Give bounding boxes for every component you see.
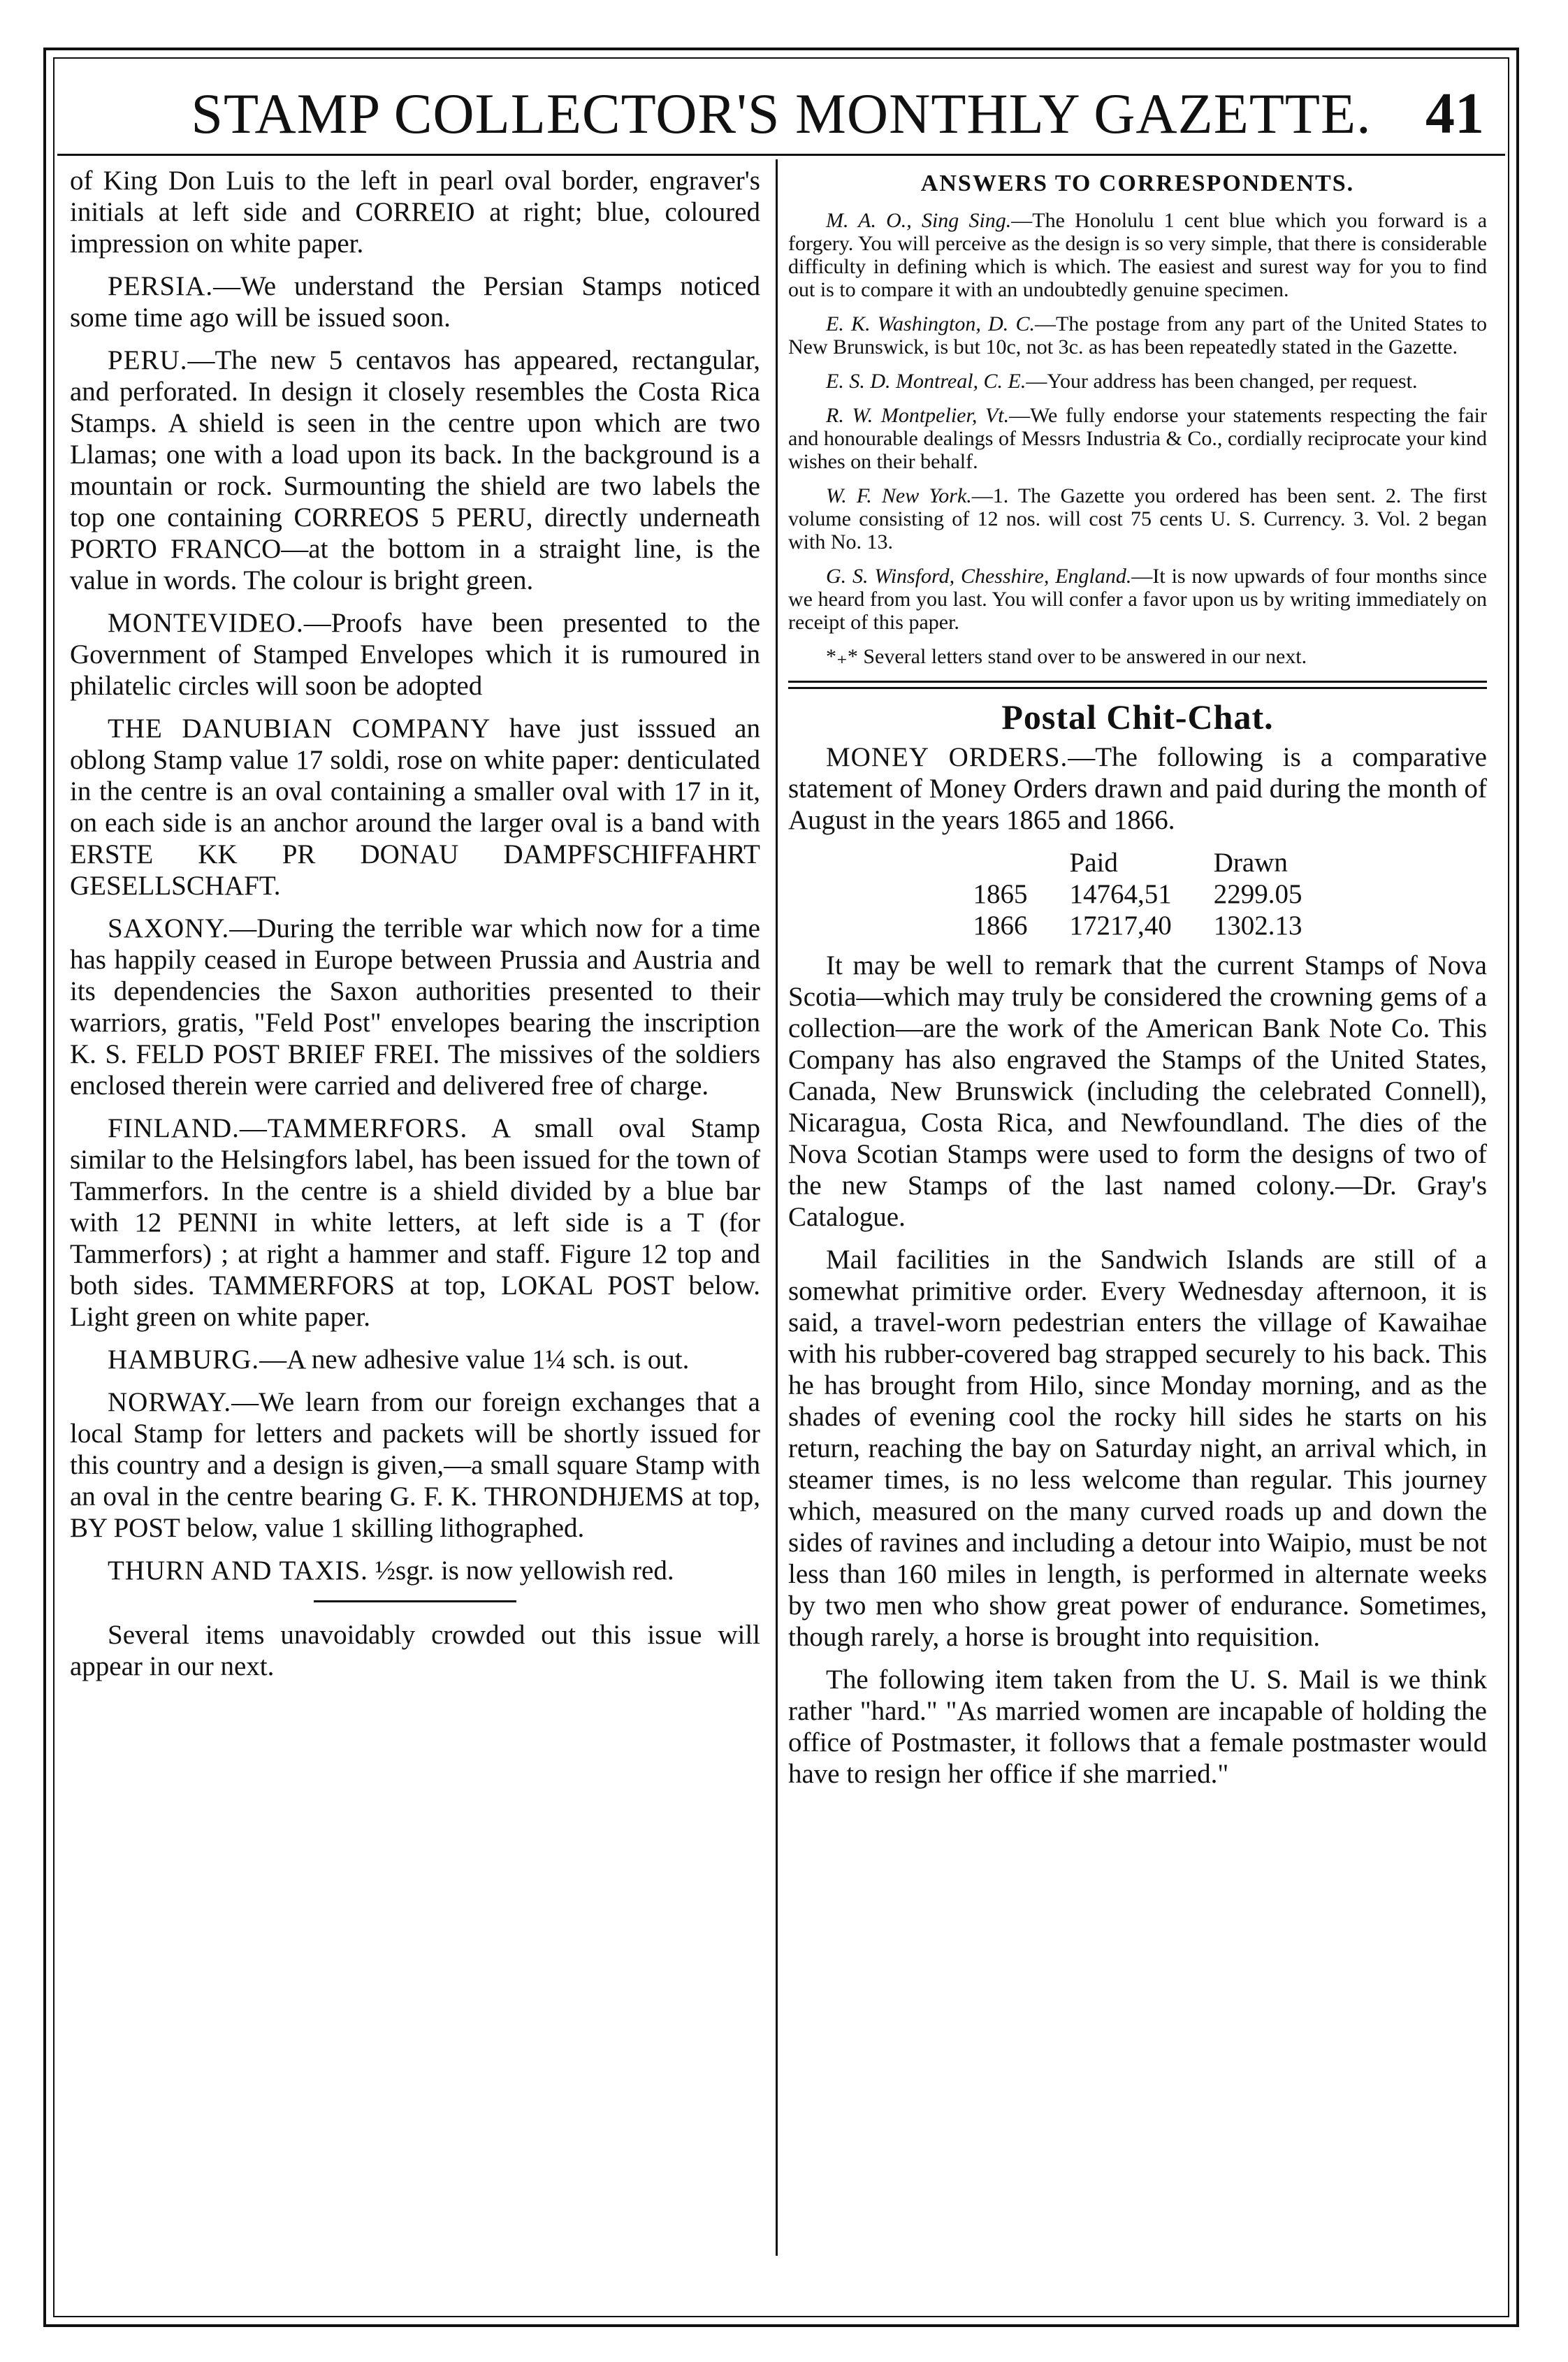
table-row bbox=[952, 910, 1323, 941]
left-column bbox=[70, 165, 760, 1693]
money-orders-table bbox=[952, 847, 1323, 941]
answer-note: *₊* Several letters stand over to be answered in our next. bbox=[826, 645, 1307, 668]
answer-item: M. A. O., Sing Sing.—The Honolulu 1 cent blue which you forward is a forgery. You will perceive as the design is so very simple, that there is considerable difficulty in defining which is which. The easiest and surest way for you to find out is to compare it with an undoubtedly genuine specimen. bbox=[788, 209, 1488, 301]
table-cell-year: 1866 bbox=[973, 911, 1028, 941]
right-column bbox=[788, 165, 1487, 1801]
table-cell-paid: 14764,51 bbox=[1069, 879, 1172, 909]
paragraph-persia: PERSIA.—We understand the Persian Stamps noticed some time ago will be issued soon. bbox=[70, 271, 760, 333]
header-rule bbox=[57, 154, 1505, 156]
paragraph-finland: FINLAND.—TAMMERFORS. A small oval Stamp similar to the Helsingfors label, has been issued for the town of Tammerfors. In the centre is a shield divided by a blue bar with 12 PENNI in white letters, at left side is a T (for Tammerfors) ; at right a hammer and staff. Figure 12 top and both sides. TAMMERFORS at top, LOKAL POST below. Light green on white paper. bbox=[70, 1113, 760, 1332]
paragraph-danubian: THE DANUBIAN COMPANY have just isssued an oblong Stamp value 17 soldi, rose on white paper: denticulated in the centre is an oval containing a smaller oval with 17 in it, on each side is an anchor around the larger oval is a band with ERSTE KK PR DONAU DAMPFSCHIFFAHRT GESELLSCHAFT. bbox=[70, 713, 760, 901]
paragraph-nova-scotia: It may be well to remark that the current Stamps of Nova Scotia—which may truly be considered the crowning gems of a collection—are the work of the American Bank Note Co. This Company has also engraved the Stamps of the United States, Canada, New Brunswick (including the celebrated Connell), Nicaragua, Costa Rica, and Newfoundland. The dies of the Nova Scotian Stamps were used to form the designs of two of the new Stamps of the last named colony.—Dr. Gray's Catalogue. bbox=[788, 950, 1487, 1232]
answer-item: E. S. D. Montreal, C. E.—Your address has been changed, per request. bbox=[826, 370, 1418, 393]
answer-item: E. K. Washington, D. C.—The postage from any part of the United States to New Brunswick, is but 10c, not 3c. as has been repeatedly stated in the Gazette. bbox=[788, 312, 1488, 358]
table-header-row bbox=[952, 847, 1323, 878]
paragraph-peru: PERU.—The new 5 centavos has appeared, rectangular, and perforated. In design it closely resembles the Costa Rica Stamps. A shield is seen in the centre upon which are two Llamas; one with a load upon its back. In the background is a mountain or rock. Surmounting the shield are two labels the top one containing CORREOS 5 PERU, directly underneath PORTO FRANCO—at the bottom in a straight line, is the value in words. The colour is bright green. bbox=[70, 345, 760, 595]
column-divider bbox=[776, 159, 778, 2256]
paragraph-saxony: SAXONY.—During the terrible war which now for a time has happily ceased in Europe between Prussia and Austria and its dependencies the Saxon authorities presented to their warriors, gratis, "Feld Post" envelopes bearing the inscription K. S. FELD POST BRIEF FREI. The missives of the soldiers enclosed therein were carried and delivered free of charge. bbox=[70, 913, 760, 1101]
page-number: 41 bbox=[1425, 81, 1484, 146]
table-row bbox=[952, 878, 1323, 910]
table-header-paid: Paid bbox=[1069, 848, 1118, 878]
paragraph-money-orders: MONEY ORDERS.—The following is a comparative statement of Money Orders drawn and paid during the month of August in the years 1865 and 1866. bbox=[788, 742, 1487, 835]
double-rule bbox=[788, 681, 1487, 689]
table-cell-drawn: 1302.13 bbox=[1213, 911, 1302, 941]
table-cell-paid: 17217,40 bbox=[1069, 911, 1172, 941]
chitchat-heading: Postal Chit-Chat. bbox=[1001, 697, 1274, 737]
paragraph-crowded-out: Several items unavoidably crowded out this issue will appear in our next. bbox=[70, 1620, 760, 1681]
section-rule bbox=[314, 1600, 516, 1602]
answer-item: W. F. New York.—1. The Gazette you ordered has been sent. 2. The first volume consisting of 12 nos. will cost 75 cents U. S. Currency. 3. Vol. 2 began with No. 13. bbox=[788, 484, 1487, 553]
table-header-year bbox=[952, 847, 1049, 878]
answer-item: G. S. Winsford, Chesshire, England.—It is now upwards of four months since we heard from you last. You will confer a favor upon us by writing immediately on receipt of this paper. bbox=[788, 565, 1487, 634]
paragraph-montevideo: MONTEVIDEO.—Proofs have been presented to the Government of Stamped Envelopes which it is rumoured in philatelic circles will soon be adopted bbox=[70, 608, 760, 701]
paragraph-us-mail: The following item taken from the U. S. Mail is we think rather "hard." "As married women are incapable of holding the office of Postmaster, it follows that a female postmaster would have to resign her office if she married." bbox=[788, 1665, 1487, 1789]
masthead bbox=[57, 75, 1505, 152]
answer-item: R. W. Montpelier, Vt.—We fully endorse your statements respecting the fair and honourable dealings of Messrs Industria & Co., cordially reciprocate your kind wishes on their behalf. bbox=[788, 404, 1487, 473]
table-header-drawn: Drawn bbox=[1213, 848, 1288, 878]
paragraph: of King Don Luis to the left in pearl oval border, engraver's initials at left side and CORREIO at right; blue, coloured impression on white paper. bbox=[70, 166, 760, 259]
paragraph-thurn-taxis: THURN AND TAXIS. ½sgr. is now yellowish red. bbox=[108, 1556, 674, 1586]
table-cell-year: 1865 bbox=[973, 879, 1028, 909]
gazette-title: STAMP COLLECTOR'S MONTHLY GAZETTE. bbox=[191, 82, 1372, 145]
paragraph-sandwich-islands: Mail facilities in the Sandwich Islands are still of a somewhat primitive order. Every Wednesday afternoon, it is said, a travel-worn pedestrian enters the village of Kawaihae with his rubber-covered bag strapped securely to his back. This he has brought from Hilo, since Monday morning, and as the shades of evening cool the rocky hill sides he starts on his return, reaching the bay on Saturday night, an arrival which, in steamer times, is no less welcome than regular. This journey which, measured on the many curved roads up and down the sides of ravines and including a detour into Waipio, must be not less than 160 miles in length, is performed in alternate weeks by two men who show great power of endurance. Sometimes, though rarely, a horse is brought into requisition. bbox=[788, 1245, 1487, 1652]
table-cell-drawn: 2299.05 bbox=[1213, 879, 1302, 909]
answers-heading: ANSWERS TO CORRESPONDENTS. bbox=[920, 171, 1355, 196]
paragraph-norway: NORWAY.—We learn from our foreign exchanges that a local Stamp for letters and packets will be shortly issued for this country and a design is given,—a small square Stamp with an oval in the centre bearing G. F. K. THRONDHJEMS at top, BY POST below, value 1 skilling lithographed. bbox=[70, 1387, 760, 1543]
paragraph-hamburg: HAMBURG.—A new adhesive value 1¼ sch. is out. bbox=[108, 1345, 690, 1375]
